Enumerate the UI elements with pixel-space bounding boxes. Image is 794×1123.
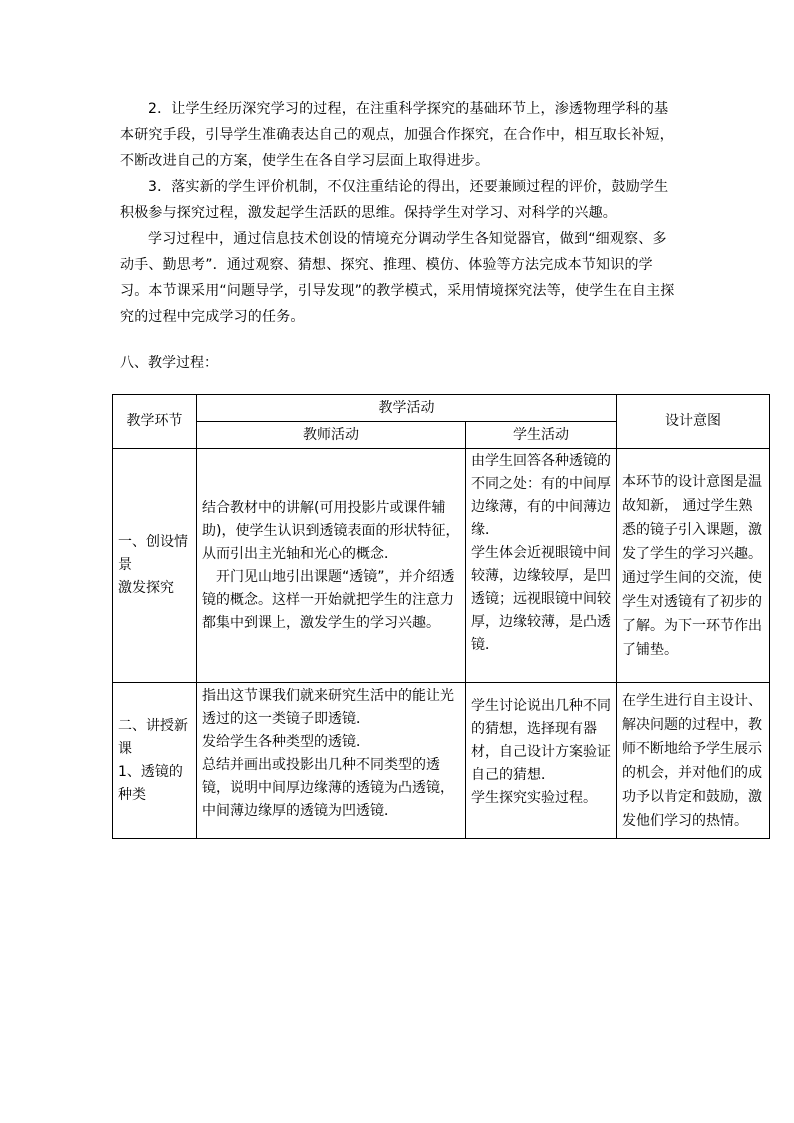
- design-intent-cell: [617, 683, 770, 839]
- teaching-process-table: [112, 394, 770, 839]
- stage-line: 一、创设情景: [118, 534, 188, 573]
- design-intent-cell: [617, 449, 770, 683]
- paragraph-learning-process: 学习过程中，通过信息技术创设的情境充分调动学生各知觉器官，做到“细观察、多动手、勤思考”．通过观察、猜想、探究、推理、模仿、体验等方法完成本节知识的学习。本节课采用“问题导学，引导发现”的教学模式，采用情境探究法等，使学生在自主探究的过程中完成学习的任务。: [120, 231, 675, 325]
- student-activity-text: 学生讨论说出几种不同的猜想，选择现有器材，自己设计方案验证自己的猜想．: [471, 698, 611, 783]
- design-intent-text: 本环节的设计意图是温故知新， 通过学生熟悉的镜子引入课题，激发了学生的学习兴趣。通过学生间的交流，使学生对透镜有了初步的了解。为下一环节作出了铺垫。: [622, 473, 762, 658]
- header-stage: 教学环节: [113, 395, 197, 449]
- stage-cell: [113, 683, 197, 839]
- teacher-activity-text: 结合教材中的讲解(可用投影片或课件辅助)，使学生认识到透镜表面的形状特征，从而引出主光轴和光心的概念．: [202, 499, 460, 562]
- section-heading: 八、教学过程：: [120, 355, 218, 371]
- design-intent-text: 在学生进行自主设计、解决问题的过程中，教师不断地给予学生展示的机会，并对他们的成功予以肯定和鼓励，激发他们学习的热情。: [622, 692, 762, 829]
- student-activity-text: 学生体会近视眼镜中间较薄，边缘较厚，是凹透镜；远视眼镜中间较厚，边缘较薄，是凸透镜．: [471, 545, 611, 653]
- teacher-activity-cell: [197, 683, 466, 839]
- student-activity-cell: [466, 683, 617, 839]
- student-activity-text: 由学生回答各种透镜的不同之处：有的中间厚边缘薄，有的中间薄边缘．: [471, 453, 611, 538]
- student-activity-text: 学生探究实验过程。: [471, 790, 597, 806]
- header-intent: 设计意图: [617, 395, 770, 449]
- header-student: 学生活动: [466, 422, 617, 449]
- stage-line: 1、透镜的种类: [118, 763, 183, 803]
- table-header-row: [113, 395, 770, 422]
- stage-cell: [113, 449, 197, 683]
- stage-line: 二、讲授新课: [118, 717, 188, 757]
- header-teacher: 教师活动: [197, 422, 466, 449]
- student-activity-cell: [466, 449, 617, 683]
- teacher-activity-text: 总结并画出或投影出几种不同类型的透镜，说明中间厚边缘薄的透镜为凸透镜，中间薄边缘厚的透镜为凹透镜．: [202, 757, 454, 819]
- paragraph-goal-3: 3．落实新的学生评价机制，不仅注重结论的得出，还要兼顾过程的评价，鼓励学生积极参与探究过程，激发起学生活跃的思维。保持学生对学习、对科学的兴趣。: [120, 179, 669, 221]
- teacher-activity-text: 指出这节课我们就来研究生活中的能让光透过的这一类镜子即透镜．: [202, 688, 454, 727]
- table-row: [113, 449, 770, 683]
- teacher-activity-text: 发给学生各种类型的透镜．: [202, 734, 370, 750]
- paragraph-goal-2: 2．让学生经历深究学习的过程，在注重科学探究的基础环节上，渗透物理学科的基本研究手段，引导学生准确表达自己的观点，加强合作探究，在合作中，相互取长补短，不断改进自己的方案，使学生在各自学习层面上取得进步。: [120, 101, 674, 169]
- stage-line: 激发探究: [118, 580, 174, 596]
- teacher-activity-cell: [197, 449, 466, 683]
- teacher-activity-text: 开门见山地引出课题“透镜”，并介绍透镜的概念。这样一开始就把学生的注意力都集中到课上，激发学生的学习兴趣。: [202, 568, 455, 631]
- table-row: [113, 683, 770, 839]
- header-activity: 教学活动: [197, 395, 617, 422]
